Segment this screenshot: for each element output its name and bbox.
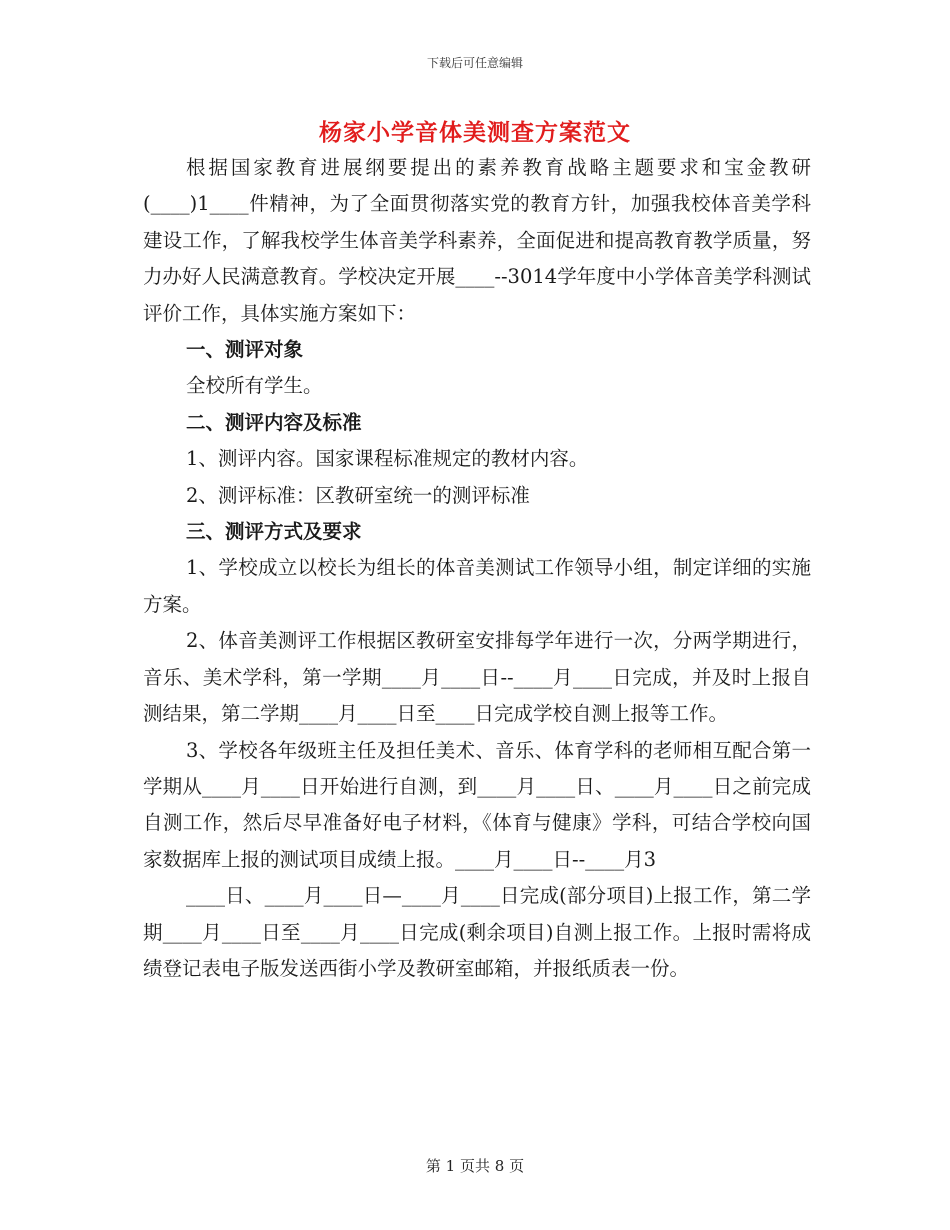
section-heading-2: 二、测评内容及标准: [186, 410, 362, 434]
section-3-item-1: 1、学校成立以校长为组长的体音美测试工作领导小组，制定详细的实施方案。: [143, 556, 811, 616]
header-note: 下载后可任意编辑: [426, 56, 523, 70]
document-title: 杨家小学音体美测查方案范文: [319, 119, 631, 146]
section-1-text: 全校所有学生。: [186, 374, 323, 398]
section-2-item-1: 1、测评内容。国家课程标准规定的教材内容。: [186, 447, 589, 471]
section-3-item-3: 3、学校各年级班主任及担任美术、音乐、体育学科的老师相互配合第一学期从____月____日开始进行自测，到____月____日、____月____日之前完成自测工作，然后尽早准备好电子材料，《体育与健康》学科，可结合学校向国家数据库上报的测试项目成绩上报。____月____日--____月3: [143, 738, 811, 871]
intro-paragraph: 根据国家教育进展纲要提出的素养教育战略主题要求和宝金教研(____)1____件精神，为了全面贯彻落实党的教育方针，加强我校体音美学科建设工作，了解我校学生体音美学科素养，全面促进和提高教育教学质量，努力办好人民满意教育。学校决定开展____--3014学年度中小学体音美学科测试评价工作，具体实施方案如下：: [143, 156, 811, 325]
section-2-item-2: 2、测评标准：区教研室统一的测评标准: [186, 483, 530, 507]
section-3-item-3-continued: ____日、____月____日—____月____日完成(部分项目)上报工作，第二学期____月____日至____月____日完成(剩余项目)自测上报工作。上报时需将成绩登记表电子版发送西街小学及教研室邮箱，并报纸质表一份。: [143, 884, 811, 980]
section-3-item-2: 2、体音美测评工作根据区教研室安排每学年进行一次，分两学期进行，音乐、美术学科，第一学期____月____日--____月____日完成，并及时上报自测结果，第二学期____月____日至____日完成学校自测上报等工作。: [143, 629, 811, 726]
page-footer: 第 1 页共 8 页: [425, 1157, 525, 1175]
section-heading-1: 一、测评对象: [186, 338, 304, 362]
document-body: [143, 150, 811, 987]
section-heading-3: 三、测评方式及要求: [186, 520, 362, 544]
